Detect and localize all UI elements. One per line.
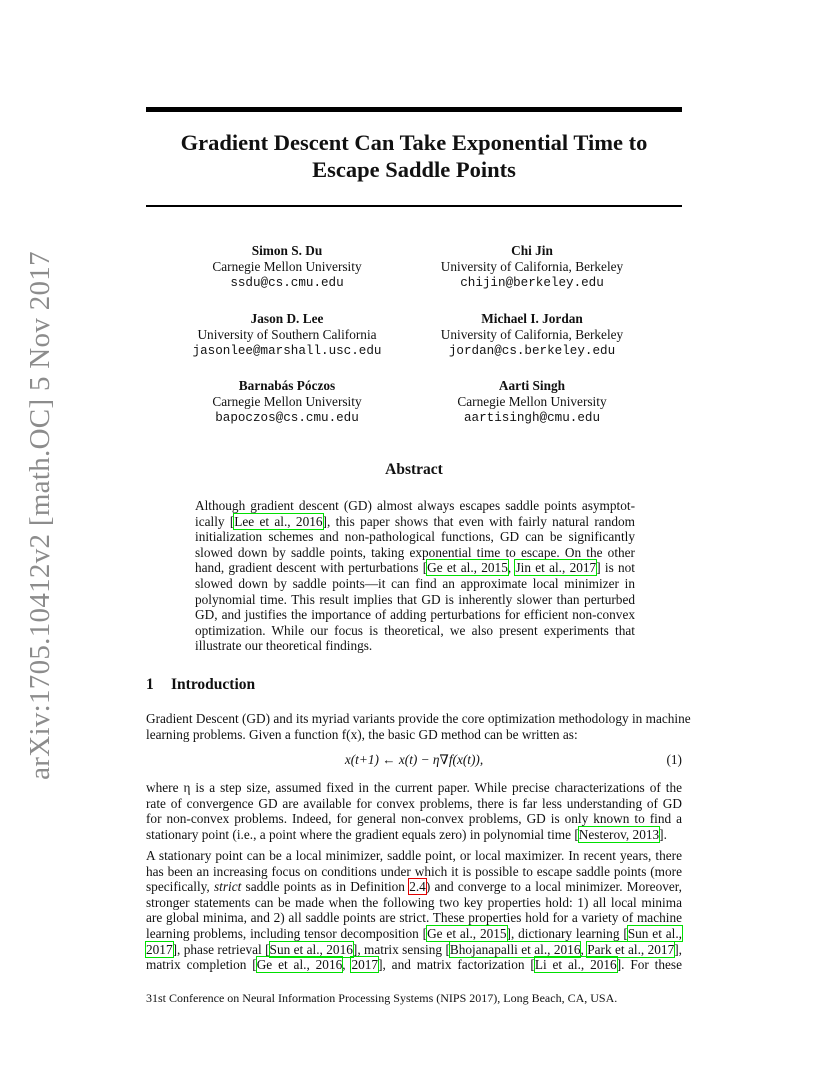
abstract-heading: Abstract — [385, 461, 443, 478]
arxiv-stamp-text: arXiv:1705.10412v2 [math.OC] 5 Nov 2017 — [23, 250, 56, 780]
text-run: , — [580, 941, 588, 957]
abstract-line — [195, 514, 635, 530]
text-run: ], dictionary learning [ — [506, 925, 628, 941]
text-run: learning problems, including tensor decomposition [ — [146, 925, 428, 941]
author-name: Michael I. Jordan — [481, 311, 583, 326]
text-run: ] is not — [596, 560, 635, 576]
author-affiliation: University of California, Berkeley — [440, 259, 624, 274]
title-line-2: Escape Saddle Points — [312, 157, 516, 182]
paragraph-line: rate of convergence GD are available for convex problems, there is far less understanding of GD — [146, 795, 682, 811]
arxiv-stamp — [22, 250, 58, 780]
paragraph-line — [146, 926, 682, 942]
equation-1 — [146, 752, 682, 770]
text-run: ]. For these — [616, 957, 682, 973]
paragraph-line: A stationary point can be a local minimizer, saddle point, or local maximizer. In recent years, there — [146, 848, 682, 863]
citation-link[interactable]: Bhojanapalli et al., 2016 — [449, 941, 581, 957]
equation-number: (1) — [666, 752, 682, 767]
author-affiliation: University of Southern California — [197, 327, 377, 342]
author-block — [382, 378, 682, 426]
citation-link[interactable]: Ge et al., 2015 — [427, 560, 508, 576]
text-run: ], matrix sensing [ — [352, 941, 450, 957]
author-name: Aarti Singh — [498, 378, 566, 393]
citation-link[interactable]: Park et al., 2017 — [587, 941, 675, 957]
citation-link[interactable]: 2017 — [351, 957, 379, 973]
abstract-line: slowed down by saddle points, taking exponential time to escape. On the other — [195, 544, 635, 560]
citation-link[interactable]: Ge et al., 2016 — [256, 957, 343, 973]
paragraph-line — [146, 827, 682, 843]
author-email[interactable]: aartisingh@cmu.edu — [463, 411, 601, 425]
abstract-line: optimization. While our focus is theoretical, we also present experiments that — [195, 622, 635, 638]
paragraph-line — [146, 957, 682, 973]
author-name: Simon S. Du — [251, 243, 323, 258]
paragraph-line — [146, 942, 682, 958]
emphasis: strict — [213, 879, 242, 895]
intro-paragraph-1 — [146, 711, 691, 742]
paragraph-line: learning problems. Given a function f(x), the basic GD method can be written as: — [146, 726, 578, 742]
text-run: specifically, — [146, 879, 214, 895]
citation-link[interactable]: 2017 — [146, 941, 173, 957]
equation-expression: x(t+1) ← x(t) − η∇f(x(t)), — [344, 752, 484, 767]
section-number: 1 — [146, 676, 154, 693]
abstract-line: initialization schemes and non-pathological functions, GD can be significantly — [195, 529, 635, 545]
abstract-line: illustrate our theoretical findings. — [195, 638, 373, 654]
text-run: stationary point (i.e., a point where the gradient equals zero) in polynomial time [ — [146, 826, 579, 842]
text-run: saddle points as in Definition — [241, 879, 410, 895]
intro-paragraph-3 — [146, 848, 682, 973]
abstract-line: slowed down by saddle points—it can find an approximate local minimizer in — [195, 575, 635, 591]
conference-footnote: 31st Conference on Neural Information Processing Systems (NIPS 2017), Long Beach, CA, USA. — [146, 991, 618, 1005]
section-heading — [146, 676, 255, 694]
title-bottom-rule — [146, 205, 682, 207]
author-name: Chi Jin — [511, 243, 553, 258]
author-email[interactable]: bapoczos@cs.cmu.edu — [215, 411, 359, 425]
abstract-body — [195, 498, 635, 654]
paragraph-line — [146, 879, 682, 895]
definition-link[interactable]: 2.4 — [409, 879, 426, 895]
author-affiliation: Carnegie Mellon University — [212, 259, 362, 274]
paragraph-line: has been an increasing focus on conditions under which it is possible to escape saddle points (more — [146, 863, 682, 879]
paragraph-line: are global minima, and 2) all saddle points are strict. These properties hold for a variety of machine — [146, 910, 682, 926]
title-top-rule — [146, 107, 682, 112]
author-affiliation: University of California, Berkeley — [440, 327, 624, 342]
author-email[interactable]: jasonlee@marshall.usc.edu — [192, 344, 382, 358]
author-email[interactable]: jordan@cs.berkeley.edu — [448, 344, 616, 358]
text-run: , — [507, 560, 516, 576]
author-affiliation: Carnegie Mellon University — [457, 394, 607, 409]
citation-link[interactable]: Jin et al., 2017 — [515, 560, 597, 576]
paragraph-line: for non-convex problems. Indeed, for general non-convex problems, GD is only known to find a — [146, 811, 682, 827]
text-run: ], this paper shows that even with fairly natural random — [322, 513, 635, 529]
author-block — [382, 311, 682, 359]
citation-link[interactable]: Sun et al., — [627, 925, 682, 941]
text-run: ically [ — [195, 513, 235, 529]
text-run: ], — [674, 941, 682, 957]
text-run: , — [342, 957, 352, 973]
abstract-line: Although gradient descent (GD) almost always escapes saddle points asymptot- — [195, 498, 635, 513]
title-line-1: Gradient Descent Can Take Exponential Time to — [180, 130, 648, 155]
abstract-line: GD, and justifies the importance of adding perturbations for efficient non-convex — [195, 607, 635, 623]
author-email[interactable]: ssdu@cs.cmu.edu — [230, 276, 344, 290]
abstract-line — [195, 560, 635, 576]
paper-title — [146, 129, 682, 183]
paragraph-line: stronger statements can be made when the following two key properties hold: 1) all local minima — [146, 894, 682, 910]
section-title: Introduction — [171, 676, 256, 693]
text-run: ], and matrix factorization [ — [378, 957, 535, 973]
paragraph-line: Gradient Descent (GD) and its myriad variants provide the core optimization methodology in machine — [146, 711, 691, 726]
text-run: ) and converge to a local minimizer. Moreover, — [425, 879, 682, 895]
text-run: matrix completion [ — [146, 957, 257, 973]
citation-link[interactable]: Ge et al., 2015 — [427, 925, 507, 941]
intro-paragraph-2 — [146, 780, 682, 842]
author-name: Jason D. Lee — [250, 311, 324, 326]
citation-link[interactable]: Li et al., 2016 — [534, 957, 617, 973]
text-run: ]. — [659, 826, 667, 842]
author-block — [382, 243, 682, 291]
author-email[interactable]: chijin@berkeley.edu — [460, 276, 604, 290]
citation-link[interactable]: Nesterov, 2013 — [578, 826, 660, 842]
author-name: Barnabás Póczos — [238, 378, 336, 393]
text-run: hand, gradient descent with perturbations [ — [195, 560, 428, 576]
citation-link[interactable]: Sun et al., 2016 — [269, 941, 353, 957]
author-affiliation: Carnegie Mellon University — [212, 394, 362, 409]
citation-link[interactable]: Lee et al., 2016 — [234, 513, 323, 529]
abstract-line: polynomial time. This result implies that GD is inherently slower than perturbed — [195, 591, 635, 607]
paragraph-line: where η is a step size, assumed fixed in the current paper. While precise characterizations of the — [146, 780, 682, 795]
text-run: ], phase retrieval [ — [172, 941, 270, 957]
